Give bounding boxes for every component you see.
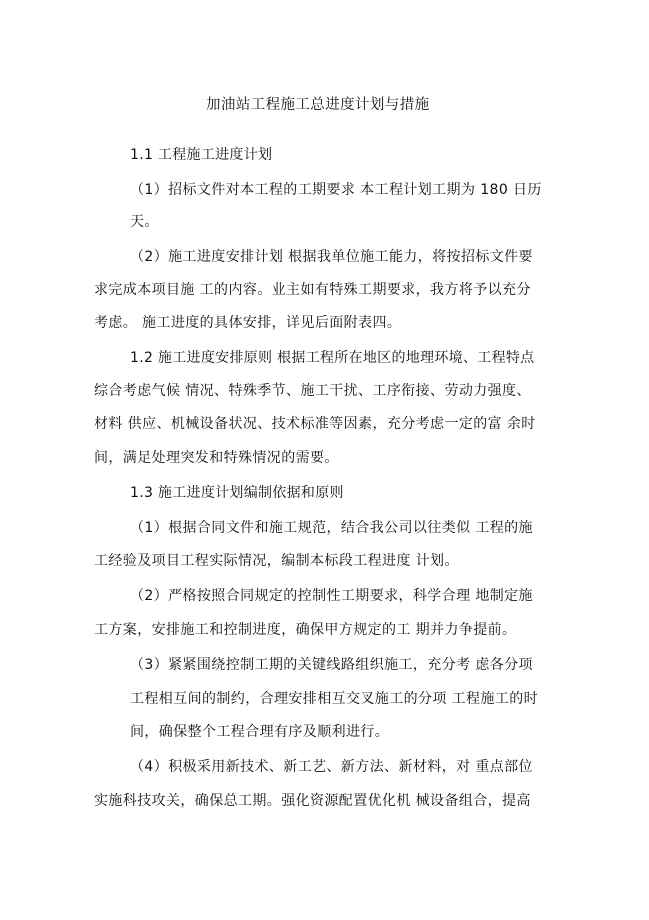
paragraph-line: 天。 xyxy=(130,214,159,230)
section-heading-1-2: 1.2 施工进度安排原则 根据工程所在地区的地理环境、工程特点 xyxy=(130,350,535,366)
paragraph-line: 实施科技攻关，确保总工期。强化资源配置优化机 械设备组合，提高 xyxy=(94,793,531,809)
document-title: 加油站工程施工总进度计划与措施 xyxy=(206,97,430,113)
paragraph-line: （2）严格按照合同规定的控制性工期要求，科学合理 地制定施 xyxy=(130,588,533,604)
paragraph-line: （1）根据合同文件和施工规范，结合我公司以往类似 工程的施 xyxy=(130,520,533,536)
paragraph-line: （3）紧紧围绕控制工期的关键线路组织施工，充分考 虑各分项 xyxy=(130,657,533,673)
paragraph-line: 材料 供应、机械设备状况、技术标准等因素，充分考虑一定的富 余时 xyxy=(94,416,536,432)
paragraph-line: 考虑。 施工进度的具体安排，详见后面附表四。 xyxy=(94,315,402,331)
paragraph-line: （1）招标文件对本工程的工期要求 本工程计划工期为 180 日历 xyxy=(130,182,542,198)
paragraph-line: 求完成本项目施 工的内容。业主如有特殊工期要求，我方将予以充分 xyxy=(94,282,531,298)
paragraph-line: 工经验及项目工程实际情况，编制本标段工程进度 计划。 xyxy=(94,553,459,569)
paragraph-line: 工方案，安排施工和控制进度，确保甲方规定的工 期并力争提前。 xyxy=(94,622,517,638)
section-heading-1-1: 1.1 工程施工进度计划 xyxy=(130,147,273,163)
paragraph-line: 间，满足处理突发和特殊情况的需要。 xyxy=(94,450,339,466)
paragraph-line: 综合考虑气候 情况、特殊季节、施工干扰、工序衔接、劳动力强度、 xyxy=(94,383,531,399)
paragraph-line: （4）积极采用新技术、新工艺、新方法、新材料，对 重点部位 xyxy=(130,759,533,775)
paragraph-line: 工程相互间的制约，合理安排相互交叉施工的分项 工程施工的时 xyxy=(130,691,539,707)
section-heading-1-3: 1.3 施工进度计划编制依据和原则 xyxy=(130,485,344,501)
paragraph-line: （2）施工进度安排计划 根据我单位施工能力，将按招标文件要 xyxy=(130,249,533,265)
paragraph-line: 间，确保整个工程合理有序及顺利进行。 xyxy=(130,724,390,740)
